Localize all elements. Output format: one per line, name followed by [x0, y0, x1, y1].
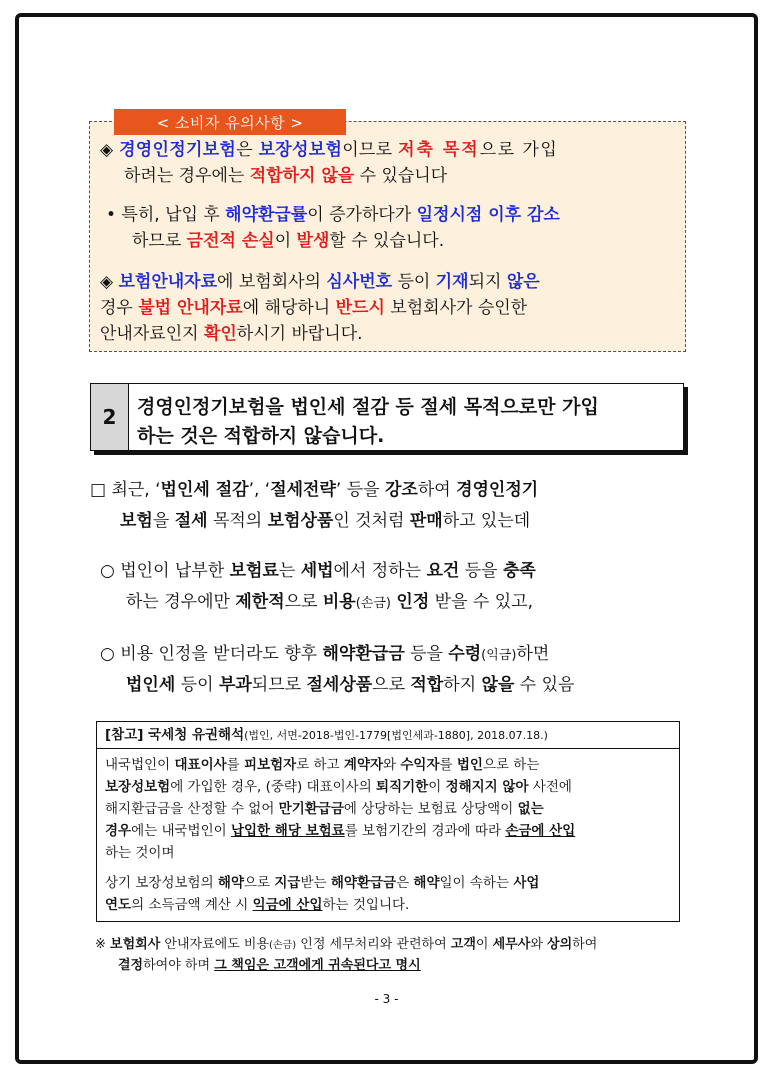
reference-box — [96, 721, 680, 922]
footnote-text: 하여 — [572, 937, 598, 952]
body-text: 하는 경우에만 — [126, 592, 236, 612]
notice-text: 저축 목적 — [398, 140, 480, 160]
ref-text: 퇴직기한 — [376, 779, 429, 795]
ref-text: 해약환급금 — [330, 875, 397, 891]
notice-text: 반드시 — [335, 298, 385, 318]
ref-text: 를 — [226, 757, 245, 773]
body-text: 등이 — [175, 675, 219, 695]
ref-text: 연도 — [105, 897, 132, 913]
ref-text: 이 — [428, 779, 446, 795]
body-text: 해약환급금 — [322, 644, 405, 664]
body-text: 않을 — [481, 675, 515, 695]
footnote-line-1 — [95, 933, 597, 952]
notice-title-tag: < 소비자 유의사항 > — [114, 109, 346, 135]
consumer-notice-box — [89, 121, 686, 352]
footnote-text: 보험회사 — [110, 937, 161, 952]
body-text: 요건 — [426, 561, 460, 581]
body-text: 받을 수 있고, — [429, 592, 533, 612]
page-number: - 3 - — [374, 992, 399, 1006]
reference-line-3 — [105, 799, 544, 819]
notice-text: 이므로 — [342, 140, 399, 160]
ref-text: 손금에 산입 — [505, 823, 576, 839]
notice-text: 으로 가입 — [479, 140, 559, 160]
footnote-text: 와 — [530, 937, 548, 952]
reference-divider — [97, 748, 679, 749]
notice-text: 에 보험회사의 — [217, 272, 327, 292]
body-line-6 — [126, 673, 574, 697]
footnote-text: 고객 — [450, 937, 476, 952]
notice-text: 확인 — [203, 324, 237, 344]
notice-line-3 — [106, 204, 560, 226]
body-text: 하면 — [516, 644, 550, 664]
body-text: 적합 — [410, 675, 444, 695]
body-text: 강조 — [384, 480, 418, 500]
footnote-text: (손금) — [269, 940, 297, 951]
section-number: 2 — [91, 384, 129, 450]
ref-text: 만기환급금 — [278, 801, 344, 817]
reference-line-2 — [105, 777, 572, 797]
notice-line-7 — [100, 323, 363, 345]
ref-text: 내국법인이 — [105, 757, 175, 773]
body-text: (익금) — [481, 648, 517, 663]
notice-text: 은 — [236, 140, 259, 160]
body-text: 등을 — [459, 561, 503, 581]
body-text: 인정 — [396, 592, 430, 612]
footnote-text: 상의 — [547, 937, 573, 952]
notice-text: 하시기 바랍니다. — [236, 324, 363, 344]
footnote-text: 결정 — [118, 958, 144, 973]
ref-text: 를 보험기간의 경과에 따라 — [344, 823, 506, 839]
ref-text: 법인 — [456, 757, 483, 773]
body-text: 수 있음 — [514, 675, 575, 695]
notice-text: 보험안내자료 — [118, 272, 218, 292]
ref-text: 은 — [396, 875, 414, 891]
ref-text: 일이 속하는 — [439, 875, 514, 891]
body-text: 는 — [278, 561, 301, 581]
diamond-bullet-icon: ◈ — [100, 272, 119, 292]
body-text: 절세 — [174, 511, 208, 531]
body-text: 하고 있는데 — [442, 511, 531, 531]
footnote-text: 인정 세무처리와 관련하여 — [296, 937, 451, 952]
diamond-bullet-icon: ◈ — [100, 140, 120, 160]
ref-text: 익금에 산입 — [252, 897, 323, 913]
footnote-text: 안내자료에도 비용 — [160, 937, 269, 952]
notice-text: 금전적 손실 — [186, 231, 275, 251]
notice-text: 경영인정기보험 — [119, 140, 237, 160]
ref-text: 받는 — [300, 875, 331, 891]
notice-text: 되지 — [468, 272, 507, 292]
notice-text: 않은 — [506, 272, 540, 292]
body-text: 목적의 — [207, 511, 268, 531]
ref-text: 로 하고 — [296, 757, 344, 773]
body-text: 충족 — [502, 561, 536, 581]
body-text: 으로 — [284, 592, 323, 612]
ref-text: 사전에 — [528, 779, 572, 795]
notice-text: 발생 — [296, 231, 330, 251]
notice-text: 보장성보험 — [258, 140, 343, 160]
body-text: □ 최근, ‘ — [90, 480, 161, 500]
footnote-line-2 — [118, 954, 421, 973]
notice-line-6 — [100, 297, 527, 319]
ref-text: 해지환급금을 산정할 수 없어 — [105, 801, 279, 817]
body-text: 보험상품 — [267, 511, 334, 531]
section-title-line-2: 하는 것은 적합하지 않습니다. — [137, 425, 385, 447]
reference-mark-icon: ※ — [95, 937, 111, 952]
body-text: 에서 정하는 — [333, 561, 427, 581]
ref-text: 경우 — [105, 823, 132, 839]
ref-text: 납입한 해당 보험료 — [230, 823, 345, 839]
ref-text: 없는 — [517, 801, 544, 817]
body-text: 으로 — [372, 675, 411, 695]
notice-text: 이 증가하다가 — [307, 205, 417, 225]
body-text: 절세전략 — [270, 480, 336, 500]
notice-text: 적합하지 않을 — [249, 166, 355, 186]
body-text: ’, ‘ — [248, 480, 271, 500]
ref-text: 보장성보험 — [105, 779, 171, 795]
footnote-text: 하여야 하며 — [143, 958, 215, 973]
body-text: 하지 — [443, 675, 482, 695]
body-text: 부과 — [218, 675, 252, 695]
ref-text: 하는 것입니다. — [322, 897, 410, 913]
body-text: ’ 등을 — [335, 480, 385, 500]
ref-text: 피보험자 — [244, 757, 297, 773]
reference-line-7 — [105, 895, 409, 915]
body-text: 보험료 — [229, 561, 279, 581]
ref-text: 지급 — [274, 875, 301, 891]
body-text: 법인세 절감 — [160, 480, 249, 500]
body-line-2 — [120, 509, 530, 533]
reference-line-1 — [105, 755, 539, 775]
notice-line-2 — [124, 165, 447, 187]
ref-text: 해약 — [413, 875, 440, 891]
ref-text: 정해지지 않아 — [445, 779, 529, 795]
notice-text: 해약환급률 — [225, 205, 308, 225]
footnote-text: 그 책임은 고객에게 귀속된다고 명시 — [214, 958, 421, 973]
ref-text: 에는 내국법인이 — [131, 823, 231, 839]
notice-text: 할 수 있습니다. — [329, 231, 445, 251]
ref-text: 해약 — [217, 875, 245, 891]
reference-line-6 — [105, 873, 539, 893]
footnote-text: 세무사 — [492, 937, 531, 952]
reference-citation: (법인, 서면-2018-법인-1779[법인세과-1880], 2018.07.18.) — [244, 729, 548, 742]
body-text: (손금) — [355, 596, 391, 611]
notice-text: 일정시점 이후 감소 — [416, 205, 560, 225]
ref-text: 의 소득금액 계산 시 — [131, 897, 253, 913]
body-line-3 — [100, 559, 536, 583]
section-heading-box — [90, 383, 684, 451]
body-line-1 — [90, 478, 538, 502]
notice-text: • 특히, 납입 후 — [106, 205, 226, 225]
ref-text: 와 — [383, 757, 401, 773]
body-text: ○ 법인이 납부한 — [100, 561, 230, 581]
section-title-line-1: 경영인정기보험을 법인세 절감 등 절세 목적으로만 가입 — [137, 396, 599, 418]
body-text: 법인세 — [126, 675, 176, 695]
ref-text: 으로 — [244, 875, 275, 891]
notice-text: 하려는 경우에는 — [124, 166, 250, 186]
ref-text: 사업 — [513, 875, 540, 891]
body-text: 하여 — [417, 480, 457, 500]
reference-heading — [105, 725, 548, 746]
body-line-5 — [100, 642, 549, 668]
notice-text: 기재 — [435, 272, 469, 292]
ref-text: 상기 보장성보험의 — [105, 875, 218, 891]
body-text: 수령 — [448, 644, 482, 664]
notice-line-5 — [100, 271, 540, 293]
body-text: 경영인정기 — [456, 480, 539, 500]
notice-text: 불법 안내자료 — [138, 298, 243, 318]
ref-text: 에 가입한 경우, (중략) 대표이사의 — [170, 779, 377, 795]
body-text: 보험 — [120, 511, 153, 531]
body-text: ○ 비용 인정을 받더라도 향후 — [100, 644, 323, 664]
body-text: 되므로 — [251, 675, 307, 695]
notice-text: 수 있습니다 — [354, 166, 448, 186]
footnote-text: 이 — [475, 937, 493, 952]
notice-text: 하므로 — [132, 231, 187, 251]
reference-title: [참고] 국세청 유권해석 — [105, 727, 245, 743]
notice-text: 심사번호 — [326, 272, 393, 292]
body-text: 판매 — [409, 511, 443, 531]
reference-line-4 — [105, 821, 575, 841]
notice-text: 이 — [274, 231, 297, 251]
ref-text: 에 상당하는 보험료 상당액이 — [343, 801, 518, 817]
notice-text: 경우 — [100, 298, 139, 318]
body-text: 인 것처럼 — [333, 511, 410, 531]
ref-text: 수익자 — [400, 757, 440, 773]
body-text: 제한적 — [235, 592, 285, 612]
ref-text: 으로 하는 — [482, 757, 540, 773]
body-text: 을 — [152, 511, 175, 531]
notice-text: 에 해당하니 — [242, 298, 336, 318]
body-text: 등을 — [404, 644, 449, 664]
notice-line-1 — [100, 139, 558, 161]
ref-text: 를 — [439, 757, 457, 773]
body-line-4 — [126, 590, 533, 616]
body-text: 절세상품 — [306, 675, 373, 695]
notice-line-4 — [132, 230, 444, 252]
notice-text: 보험회사가 승인한 — [384, 298, 528, 318]
notice-text: 등이 — [392, 272, 436, 292]
notice-text: 안내자료인지 — [100, 324, 204, 344]
body-text: 비용 — [322, 592, 356, 612]
ref-text: 계약자 — [343, 757, 384, 773]
ref-text: 대표이사 — [174, 757, 227, 773]
body-text: 세법 — [300, 561, 334, 581]
reference-line-5: 하는 것이며 — [105, 845, 175, 861]
